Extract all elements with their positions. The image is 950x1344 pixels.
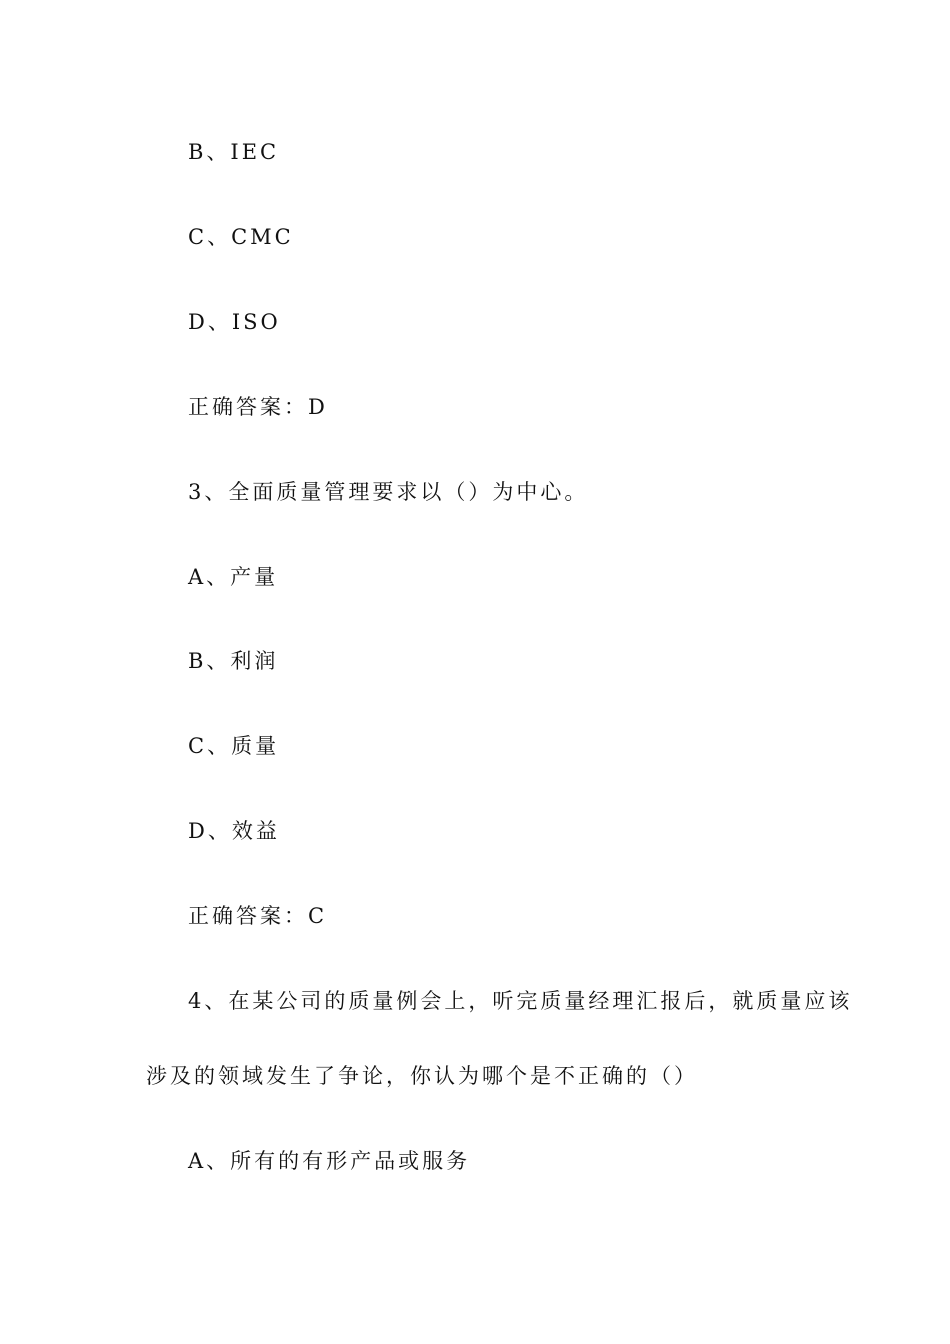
q4-question-line2: 涉及的领域发生了争论，你认为哪个是不正确的（） <box>146 1064 698 1088</box>
q4-question-line1: 4、在某公司的质量例会上，听完质量经理汇报后，就质量应该 <box>188 989 853 1013</box>
q3-answer: 正确答案：C <box>188 904 328 928</box>
q4-option-a: A、所有的有形产品或服务 <box>188 1149 471 1173</box>
q3-option-d: D、效益 <box>188 819 280 843</box>
q2-answer: 正确答案：D <box>188 395 328 419</box>
q3-option-b: B、利润 <box>188 649 279 673</box>
q3-option-c: C、质量 <box>188 734 280 758</box>
q3-question: 3、全面质量管理要求以（）为中心。 <box>188 480 589 504</box>
q3-option-a: A、产量 <box>188 565 279 589</box>
q2-option-d: D、ISO <box>188 310 281 334</box>
q2-option-c: C、CMC <box>188 225 294 249</box>
q2-option-b: B、IEC <box>188 140 280 164</box>
